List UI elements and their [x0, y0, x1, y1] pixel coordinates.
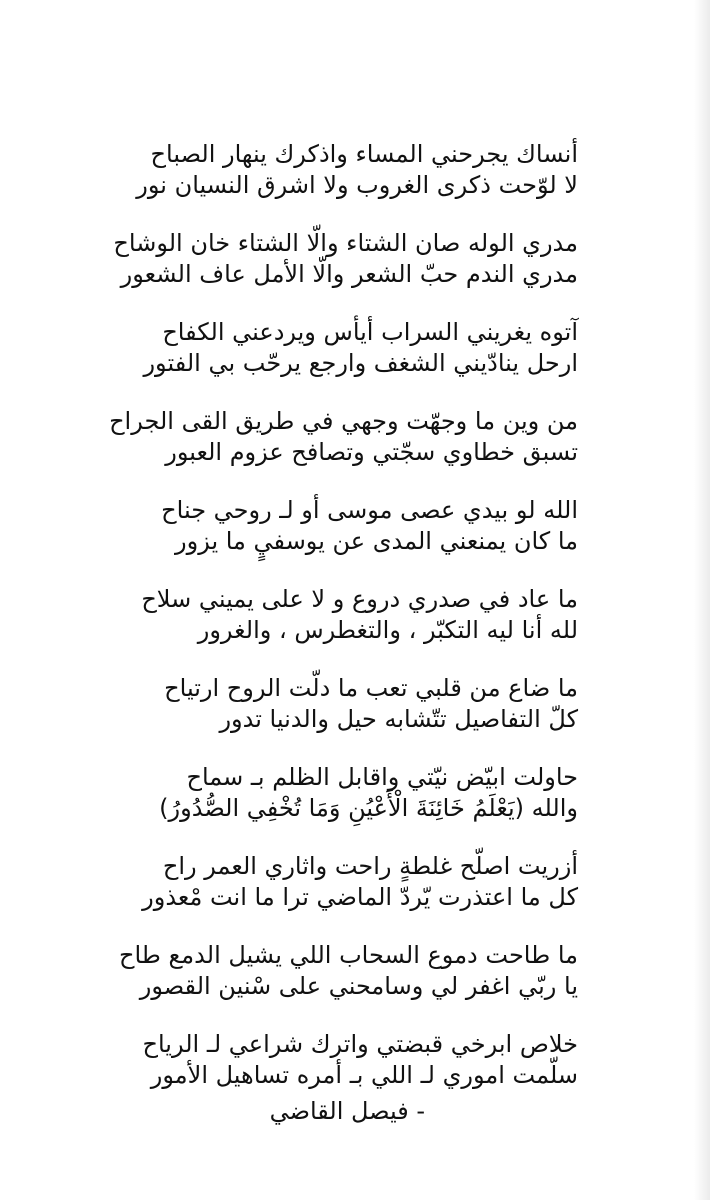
poem-line: أنساك يجرحني المساء واذكرك ينهار الصباح [150, 140, 578, 168]
poem-line: من وين ما وجهّت وجهي في طريق القى الجراح [109, 407, 578, 435]
poem-line: حاولت ابيّض نيّتي واقابل الظلم بـ سماح [186, 763, 578, 791]
poem-line: مدري الندم حبّ الشعر والّا الأمل عاف الشعور [120, 260, 578, 288]
stanza-3 [78, 317, 578, 406]
poem-line: مدري الوله صان الشتاء والّا الشتاء خان الوشاح [113, 229, 578, 257]
stanza-2 [78, 228, 578, 317]
stanza-1 [78, 139, 578, 228]
poem-line: لله أنا ليه التكبّر ، والتغطرس ، والغرور [197, 616, 578, 644]
poem-body [78, 139, 578, 1118]
poem-line: كل ما اعتذرت يّردّ الماضي ترا ما انت مْعذور [142, 883, 578, 911]
poem-line: كلّ التفاصيل تتّشابه حيل والدنيا تدور [219, 705, 578, 733]
poem-line: تسبق خطاوي سجّتي وتصافح عزوم العبور [165, 438, 578, 466]
poem-line: والله (يَعْلَمُ خَائِنَةَ الْأَعْيُنِ وَمَا تُخْفِي الصُّدُورُ) [159, 794, 578, 822]
stanza-6 [78, 584, 578, 673]
poem-line: ما كان يمنعني المدى عن يوسفيٍ ما يزور [175, 527, 578, 555]
page-edge-shadow [694, 0, 710, 1200]
poem-line: ما ضاع من قلبي تعب ما دلّت الروح ارتياح [164, 674, 578, 702]
poem-line: آتوه يغريني السراب أيأس ويردعني الكفاح [162, 318, 578, 346]
stanza-7 [78, 673, 578, 762]
poem-line: ما طاحت دموع السحاب اللي يشيل الدمع طاح [119, 941, 578, 969]
poem-line: ما عاد في صدري دروع و لا على يميني سلاح [141, 585, 578, 613]
poem-line: ارحل ينادّيني الشغف وارجع يرحّب بي الفتور [143, 349, 578, 377]
poem-line: سلّمت اموري لـ اللي بـ أمره تساهيل الأمور [150, 1061, 578, 1089]
stanza-9 [78, 851, 578, 940]
poem-line: يا ربّي اغفر لي وسامحني على سْنين القصور [139, 972, 578, 1000]
poem-line: لا لوّحت ذكرى الغروب ولا اشرق النسيان نور [136, 171, 578, 199]
poem-line: أزريت اصلّح غلطةٍ راحت واثاري العمر راح [162, 852, 578, 880]
poet-signature: - فيصل القاضي [269, 1097, 425, 1125]
stanza-5 [78, 495, 578, 584]
stanza-4 [78, 406, 578, 495]
stanza-10 [78, 940, 578, 1029]
stanza-8 [78, 762, 578, 851]
poem-line: خلاص ابرخي قبضتي واترك شراعي لـ الرياح [142, 1030, 578, 1058]
poem-line: الله لو بيدي عصى موسى أو لـ روحي جناح [161, 496, 578, 524]
